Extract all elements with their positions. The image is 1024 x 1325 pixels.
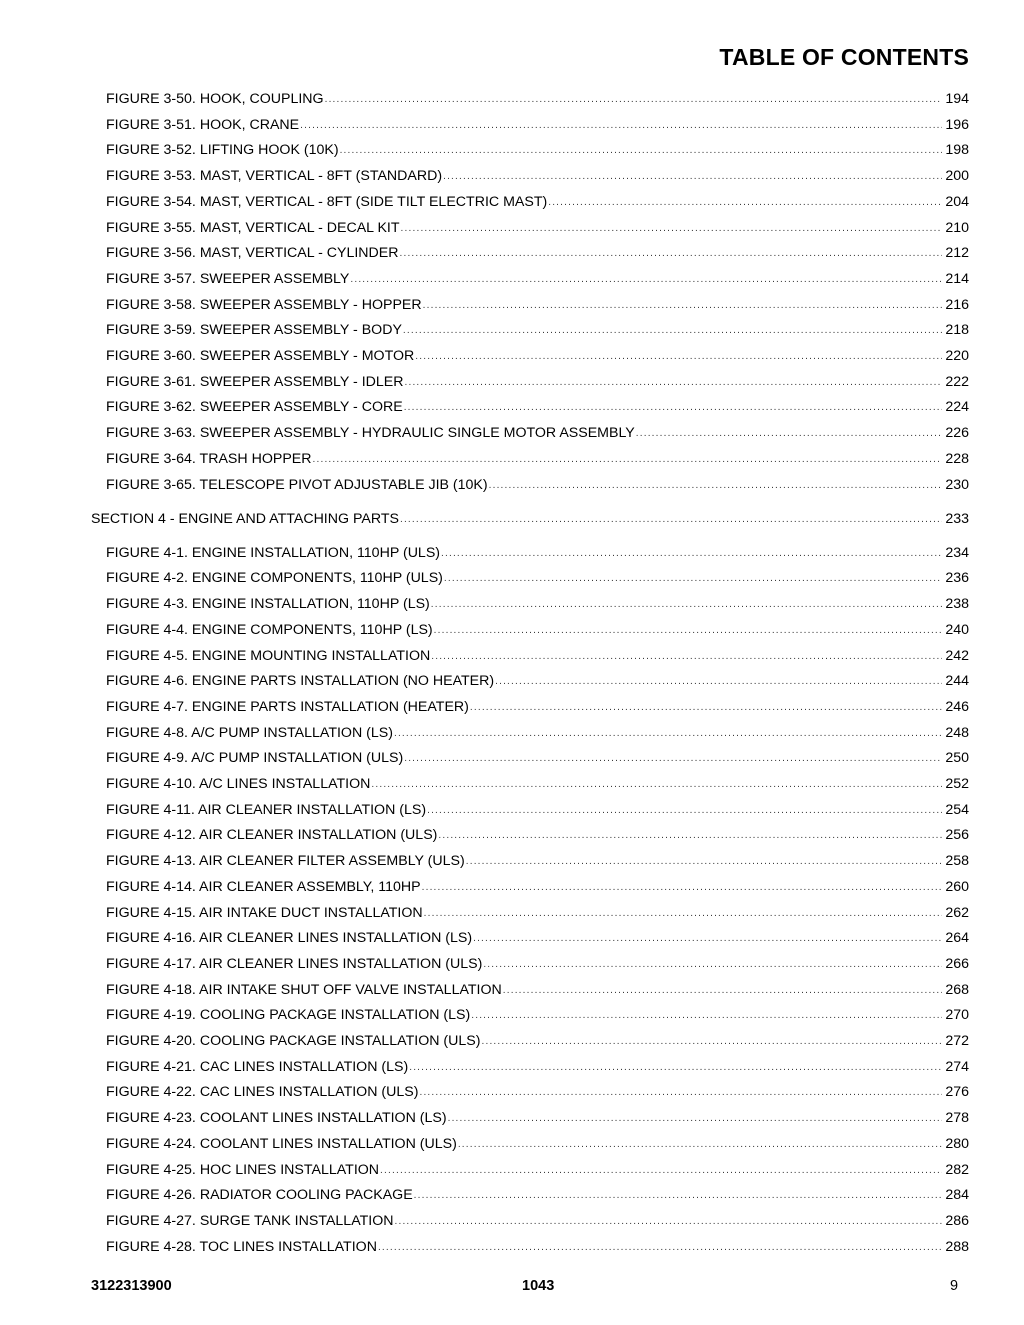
toc-entry-page: 272 bbox=[945, 1033, 969, 1049]
toc-entry[interactable] bbox=[106, 1184, 969, 1204]
footer-doc-number: 3122313900 bbox=[91, 1278, 172, 1294]
toc-entry-page: 246 bbox=[945, 698, 969, 715]
dot-leader bbox=[313, 452, 943, 468]
toc-entry-page: 218 bbox=[945, 322, 969, 339]
dot-leader bbox=[399, 246, 942, 262]
toc-entry-label: FIGURE 3-59. SWEEPER ASSEMBLY - BODY bbox=[106, 322, 402, 339]
dot-leader bbox=[414, 1188, 943, 1204]
toc-entry-label: FIGURE 4-8. A/C PUMP INSTALLATION (LS) bbox=[106, 724, 393, 741]
toc-entry[interactable] bbox=[106, 773, 969, 793]
toc-entry[interactable] bbox=[106, 1210, 969, 1230]
toc-entry[interactable] bbox=[106, 1056, 969, 1076]
dot-leader bbox=[419, 1085, 942, 1101]
dot-leader bbox=[548, 195, 942, 211]
toc-entry-label: FIGURE 4-17. AIR CLEANER LINES INSTALLATION (ULS) bbox=[106, 955, 483, 972]
toc-entry-label: FIGURE 4-14. AIR CLEANER ASSEMBLY, 110HP bbox=[106, 878, 421, 895]
dot-leader bbox=[394, 726, 942, 742]
dot-leader bbox=[503, 983, 943, 999]
toc-entry-label: FIGURE 4-7. ENGINE PARTS INSTALLATION (HEATER) bbox=[106, 698, 469, 715]
toc-entry[interactable] bbox=[106, 345, 969, 365]
toc-entry-label: FIGURE 3-65. TELESCOPE PIVOT ADJUSTABLE JIB (10K) bbox=[106, 476, 488, 493]
toc-entry[interactable] bbox=[106, 927, 969, 947]
toc-entry-page: 252 bbox=[945, 776, 969, 792]
toc-entry-page: 264 bbox=[945, 930, 969, 947]
toc-entry-page: 282 bbox=[945, 1161, 969, 1178]
toc-entry-page: 268 bbox=[945, 981, 969, 998]
toc-entry-label: FIGURE 4-16. AIR CLEANER LINES INSTALLATION (LS) bbox=[106, 930, 473, 947]
toc-entry[interactable] bbox=[106, 747, 969, 767]
toc-entry[interactable] bbox=[106, 593, 969, 613]
toc-entry-label: FIGURE 4-25. HOC LINES INSTALLATION bbox=[106, 1161, 380, 1178]
dot-leader bbox=[636, 426, 943, 442]
dot-leader bbox=[448, 1111, 943, 1127]
dot-leader bbox=[423, 298, 943, 314]
toc-entry[interactable] bbox=[106, 799, 969, 819]
toc-entry-page: 230 bbox=[945, 476, 969, 493]
page-title: TABLE OF CONTENTS bbox=[719, 44, 969, 70]
toc-entry[interactable] bbox=[106, 1133, 969, 1153]
toc-entry-label: FIGURE 3-63. SWEEPER ASSEMBLY - HYDRAULIC SINGLE MOTOR ASSEMBLY bbox=[106, 425, 635, 442]
toc-entry-label: FIGURE 3-53. MAST, VERTICAL - 8FT (STANDARD) bbox=[106, 168, 443, 185]
toc-entry-page: 284 bbox=[945, 1187, 969, 1204]
toc-entry-label: FIGURE 4-24. COOLANT LINES INSTALLATION (ULS) bbox=[106, 1135, 457, 1152]
dot-leader bbox=[409, 1060, 942, 1076]
toc-entry-page: 228 bbox=[945, 450, 969, 467]
toc-entry[interactable] bbox=[106, 1030, 969, 1050]
toc-entry-page: 266 bbox=[945, 955, 969, 972]
toc-entry-page: 274 bbox=[945, 1058, 969, 1075]
dot-leader bbox=[403, 323, 942, 339]
toc-entry[interactable] bbox=[106, 474, 969, 494]
toc-entry-page: 254 bbox=[945, 801, 969, 818]
toc-entry-page: 233 bbox=[945, 510, 969, 527]
toc-entry-page: 200 bbox=[945, 168, 969, 185]
footer-page-number: 9 bbox=[950, 1278, 959, 1294]
toc-entry-page: 236 bbox=[945, 570, 969, 587]
toc-entry-label: FIGURE 4-13. AIR CLEANER FILTER ASSEMBLY (ULS) bbox=[106, 853, 465, 870]
dot-leader bbox=[489, 478, 943, 494]
toc-entry[interactable] bbox=[106, 422, 969, 442]
toc-entry-label: FIGURE 3-64. TRASH HOPPER bbox=[106, 450, 312, 467]
toc-entry-label: FIGURE 3-54. MAST, VERTICAL - 8FT (SIDE TILT ELECTRIC MAST) bbox=[106, 193, 548, 210]
toc-entry-label: FIGURE 3-50. HOOK, COUPLING bbox=[106, 91, 324, 107]
toc-entry-label: FIGURE 4-15. AIR INTAKE DUCT INSTALLATION bbox=[106, 904, 423, 921]
toc-entry-page: 242 bbox=[945, 647, 969, 664]
toc-entry[interactable] bbox=[106, 542, 969, 562]
dot-leader bbox=[340, 143, 943, 159]
toc-section-entry[interactable] bbox=[91, 508, 969, 528]
toc-entry-label: FIGURE 4-1. ENGINE INSTALLATION, 110HP (ULS) bbox=[106, 544, 441, 561]
toc-entry[interactable] bbox=[106, 165, 969, 185]
dot-leader bbox=[466, 854, 943, 870]
dot-leader bbox=[443, 169, 942, 185]
toc-entry-label: FIGURE 4-10. A/C LINES INSTALLATION bbox=[106, 776, 371, 792]
dot-leader bbox=[458, 1137, 943, 1153]
dot-leader bbox=[471, 1008, 942, 1024]
toc-entry-page: 196 bbox=[945, 116, 969, 133]
toc-entry-page: 258 bbox=[945, 853, 969, 870]
toc-entry-label: FIGURE 4-3. ENGINE INSTALLATION, 110HP (LS) bbox=[106, 596, 430, 613]
dot-leader bbox=[300, 118, 942, 134]
toc-entry[interactable] bbox=[106, 1081, 969, 1101]
toc-entry[interactable] bbox=[106, 294, 969, 314]
dot-leader bbox=[431, 597, 943, 613]
dot-leader bbox=[470, 700, 942, 716]
toc-entry-page: 256 bbox=[945, 827, 969, 844]
toc-entry[interactable] bbox=[106, 722, 969, 742]
toc-entry[interactable] bbox=[106, 242, 969, 262]
toc-entry[interactable] bbox=[106, 824, 969, 844]
dot-leader bbox=[325, 92, 943, 108]
toc-entry-page: 280 bbox=[945, 1135, 969, 1152]
dot-leader bbox=[401, 221, 943, 237]
toc-entry-label: FIGURE 3-55. MAST, VERTICAL - DECAL KIT bbox=[106, 219, 400, 236]
toc-entry-page: 214 bbox=[945, 270, 969, 287]
toc-entry[interactable] bbox=[106, 139, 969, 159]
toc-entry-label: FIGURE 4-26. RADIATOR COOLING PACKAGE bbox=[106, 1187, 413, 1204]
dot-leader bbox=[483, 957, 942, 973]
toc-entry[interactable] bbox=[106, 619, 969, 639]
toc-entry-page: 238 bbox=[945, 596, 969, 613]
toc-entry-page: 220 bbox=[945, 348, 969, 364]
toc-entry[interactable] bbox=[106, 114, 969, 134]
toc-entry[interactable] bbox=[106, 567, 969, 587]
dot-leader bbox=[424, 906, 943, 922]
footer-code: 1043 bbox=[522, 1278, 555, 1294]
dot-leader bbox=[438, 828, 942, 844]
dot-leader bbox=[350, 272, 942, 288]
toc-entry-page: 278 bbox=[945, 1110, 969, 1127]
toc-entry-label: FIGURE 4-11. AIR CLEANER INSTALLATION (LS) bbox=[106, 801, 427, 818]
toc-entry[interactable] bbox=[106, 1004, 969, 1024]
toc-entry[interactable] bbox=[106, 88, 969, 108]
toc-entry[interactable] bbox=[106, 670, 969, 690]
dot-leader bbox=[404, 751, 942, 767]
toc-entry-label: FIGURE 3-56. MAST, VERTICAL - CYLINDER bbox=[106, 245, 399, 262]
toc-entry-label: FIGURE 3-60. SWEEPER ASSEMBLY - MOTOR bbox=[106, 348, 415, 364]
toc-entry[interactable] bbox=[106, 396, 969, 416]
dot-leader bbox=[434, 623, 943, 639]
dot-leader bbox=[495, 674, 942, 690]
dot-leader bbox=[481, 1034, 942, 1050]
toc-entry[interactable] bbox=[106, 876, 969, 896]
toc-entry-page: 212 bbox=[945, 245, 969, 262]
toc-entry[interactable] bbox=[106, 268, 969, 288]
dot-leader bbox=[415, 349, 942, 365]
toc-entry[interactable] bbox=[106, 448, 969, 468]
toc-entry-page: 276 bbox=[945, 1084, 969, 1101]
toc-entry-page: 234 bbox=[945, 544, 969, 561]
toc-entry[interactable] bbox=[106, 1236, 969, 1256]
toc-entry[interactable] bbox=[106, 850, 969, 870]
dot-leader bbox=[378, 1240, 942, 1256]
toc-entry[interactable] bbox=[106, 979, 969, 999]
dot-leader bbox=[444, 571, 942, 587]
toc-entry-label: FIGURE 4-18. AIR INTAKE SHUT OFF VALVE INSTALLATION bbox=[106, 981, 502, 998]
toc-entry-label: FIGURE 4-2. ENGINE COMPONENTS, 110HP (ULS) bbox=[106, 570, 443, 587]
toc-entry-label: FIGURE 4-27. SURGE TANK INSTALLATION bbox=[106, 1212, 394, 1229]
toc-entry-label: FIGURE 4-4. ENGINE COMPONENTS, 110HP (LS) bbox=[106, 621, 433, 638]
toc-entry[interactable] bbox=[106, 1159, 969, 1179]
toc-entry-label: FIGURE 4-23. COOLANT LINES INSTALLATION (LS) bbox=[106, 1110, 447, 1127]
dot-leader bbox=[441, 546, 942, 562]
toc-entry-label: FIGURE 4-28. TOC LINES INSTALLATION bbox=[106, 1238, 377, 1255]
toc-entry-label: FIGURE 3-51. HOOK, CRANE bbox=[106, 116, 300, 133]
dot-leader bbox=[371, 777, 942, 793]
toc-entry-label: SECTION 4 - ENGINE AND ATTACHING PARTS bbox=[91, 510, 399, 527]
toc-entry-page: 194 bbox=[945, 91, 969, 107]
toc-entry-label: FIGURE 3-57. SWEEPER ASSEMBLY bbox=[106, 270, 350, 287]
toc-entry[interactable] bbox=[106, 645, 969, 665]
toc-entry[interactable] bbox=[106, 319, 969, 339]
dot-leader bbox=[400, 512, 942, 528]
toc-entry-page: 288 bbox=[945, 1238, 969, 1255]
dot-leader bbox=[422, 880, 943, 896]
dot-leader bbox=[404, 400, 943, 416]
toc-entry[interactable] bbox=[106, 696, 969, 716]
toc-entry-label: FIGURE 4-21. CAC LINES INSTALLATION (LS) bbox=[106, 1058, 409, 1075]
toc-entry-page: 270 bbox=[945, 1007, 969, 1024]
dot-leader bbox=[427, 803, 942, 819]
toc-entry[interactable] bbox=[106, 902, 969, 922]
dot-leader bbox=[431, 649, 942, 665]
toc-entry-label: FIGURE 3-52. LIFTING HOOK (10K) bbox=[106, 142, 339, 159]
toc-entry[interactable] bbox=[106, 217, 969, 237]
toc-entry[interactable] bbox=[106, 1107, 969, 1127]
dot-leader bbox=[473, 931, 942, 947]
toc-entry[interactable] bbox=[106, 371, 969, 391]
toc-entry-page: 224 bbox=[945, 399, 969, 416]
toc-entry-label: FIGURE 4-6. ENGINE PARTS INSTALLATION (NO HEATER) bbox=[106, 673, 495, 690]
toc-entry-page: 244 bbox=[945, 673, 969, 690]
toc-entry-label: FIGURE 3-62. SWEEPER ASSEMBLY - CORE bbox=[106, 399, 403, 416]
toc-entry-page: 216 bbox=[945, 296, 969, 313]
toc-entry-label: FIGURE 4-12. AIR CLEANER INSTALLATION (ULS) bbox=[106, 827, 438, 844]
toc-entry-page: 248 bbox=[945, 724, 969, 741]
toc-entry-page: 240 bbox=[945, 621, 969, 638]
toc-entry-page: 286 bbox=[945, 1212, 969, 1229]
toc-entry[interactable] bbox=[106, 191, 969, 211]
toc-entry-page: 260 bbox=[945, 878, 969, 895]
dot-leader bbox=[405, 375, 943, 391]
toc-entry[interactable] bbox=[106, 953, 969, 973]
toc-entry-page: 250 bbox=[945, 750, 969, 767]
toc-entry-page: 198 bbox=[945, 142, 969, 159]
toc-entry-label: FIGURE 3-61. SWEEPER ASSEMBLY - IDLER bbox=[106, 373, 404, 390]
dot-leader bbox=[380, 1163, 942, 1179]
toc-entry-label: FIGURE 4-5. ENGINE MOUNTING INSTALLATION bbox=[106, 647, 431, 664]
toc-entry-page: 222 bbox=[945, 373, 969, 390]
toc-entry-label: FIGURE 4-19. COOLING PACKAGE INSTALLATION (LS) bbox=[106, 1007, 471, 1024]
dot-leader bbox=[395, 1214, 943, 1230]
toc-entry-page: 226 bbox=[945, 425, 969, 442]
toc-entry-label: FIGURE 4-9. A/C PUMP INSTALLATION (ULS) bbox=[106, 750, 404, 767]
toc-entry-label: FIGURE 4-20. COOLING PACKAGE INSTALLATION (ULS) bbox=[106, 1033, 481, 1049]
toc-entry-page: 210 bbox=[945, 219, 969, 236]
toc-entry-label: FIGURE 3-58. SWEEPER ASSEMBLY - HOPPER bbox=[106, 296, 422, 313]
toc-entry-page: 204 bbox=[945, 193, 969, 210]
toc-entry-label: FIGURE 4-22. CAC LINES INSTALLATION (ULS) bbox=[106, 1084, 419, 1101]
toc-entry-page: 262 bbox=[945, 904, 969, 921]
